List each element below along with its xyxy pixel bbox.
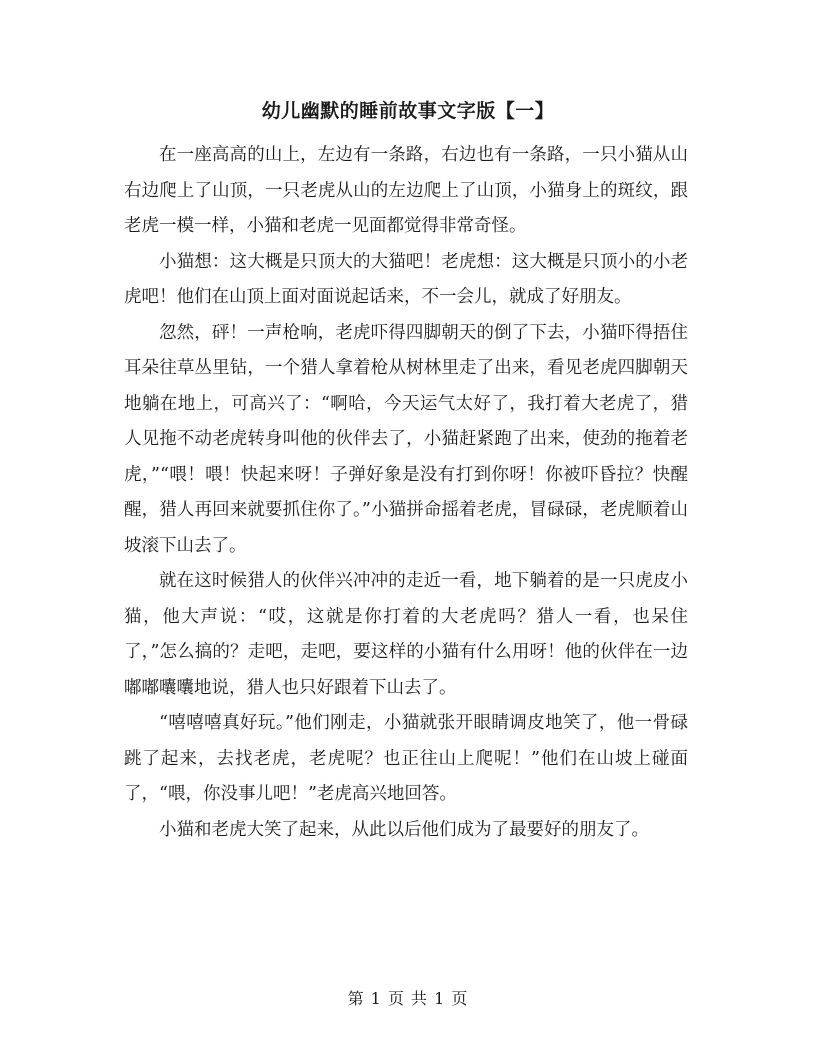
- paragraph-6: 小猫和老虎大笑了起来，从此以后他们成为了最要好的朋友了。: [159, 819, 649, 840]
- document-title: 幼儿幽默的睡前故事文字版【一】: [261, 100, 555, 122]
- paragraph-5: “嘻嘻嘻真好玩。”他们刚走，小猫就张开眼睛调皮地笑了，他一骨碌跳了起来，去找老虎，老虎呢？也正往山上爬呢！”他们在山坡上碰面了，“喂，你没事儿吧！”老虎高兴地回答。: [124, 713, 688, 804]
- document-body: [124, 138, 688, 848]
- page-number-footer: 第 1 页 共 1 页: [347, 989, 469, 1008]
- paragraph-4: 就在这时候猎人的伙伴兴冲冲的走近一看，地下躺着的是一只虎皮小猫，他大声说：“哎，这就是你打着的大老虎吗？猎人一看，也呆住了，”怎么搞的？走吧，走吧，要这样的小猫有什么用呀！他的伙伴在一边嘟嘟囔囔地说，猎人也只好跟着下山去了。: [124, 571, 688, 698]
- paragraph-1: 在一座高高的山上，左边有一条路，右边也有一条路，一只小猫从山右边爬上了山顶，一只老虎从山的左边爬上了山顶，小猫身上的斑纹，跟老虎一模一样，小猫和老虎一见面都觉得非常奇怪。: [124, 145, 688, 236]
- paragraph-3: 忽然，砰！一声枪响，老虎吓得四脚朝天的倒了下去，小猫吓得捂住耳朵往草丛里钻，一个猎人拿着枪从树林里走了出来，看见老虎四脚朝天地躺在地上，可高兴了：“啊哈，今天运气太好了，我打着大老虎了，猎人见拖不动老虎转身叫他的伙伴去了，小猫赶紧跑了出来，使劲的拖着老虎，”“喂！喂！快起来呀！子弹好象是没有打到你呀！你被吓昏拉？快醒醒，猎人再回来就要抓住你了。”小猫拼命摇着老虎，冒碌碌，老虎顺着山坡滚下山去了。: [124, 322, 688, 556]
- paragraph-2: 小猫想：这大概是只顶大的大猫吧！老虎想：这大概是只顶小的小老虎吧！他们在山顶上面对面说起话来，不一会儿，就成了好朋友。: [124, 251, 688, 307]
